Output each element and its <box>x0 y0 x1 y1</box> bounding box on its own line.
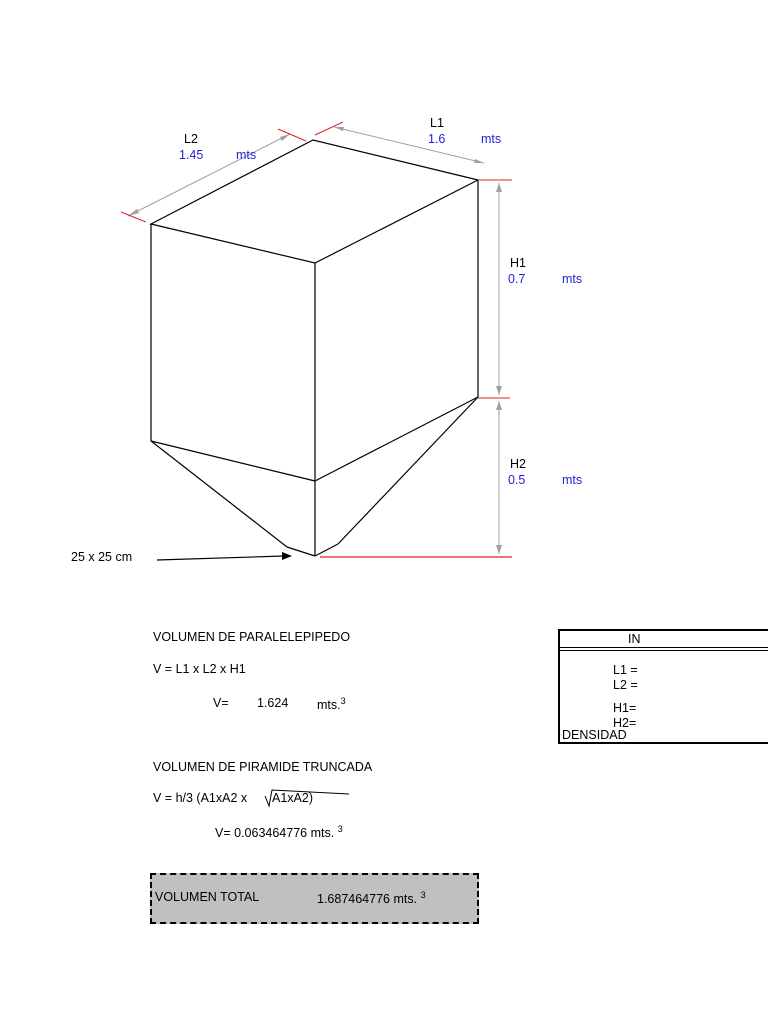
box-outline <box>151 140 478 481</box>
outlet-right <box>315 544 338 556</box>
paralelepipedo-result-value: 1.624 <box>257 696 289 710</box>
h1-value: 0.7 <box>508 272 526 286</box>
h2-label: H2 <box>510 457 526 471</box>
l2-unit: mts <box>236 148 257 162</box>
paralelepipedo-title: VOLUMEN DE PARALELEPIPEDO <box>153 630 351 644</box>
box-bottom-right-edge <box>315 397 478 481</box>
input-h1-label: H1= <box>613 701 637 715</box>
pyramid-right-edge <box>338 397 478 544</box>
piramide-formula: V = h/3 (A1xA2 x <box>153 791 248 805</box>
pyramid-left-edge <box>151 441 287 547</box>
l2-dimension <box>121 129 306 222</box>
inputs-header: IN <box>628 632 641 646</box>
outlet-arrow <box>157 552 292 560</box>
h2-value: 0.5 <box>508 473 526 487</box>
h1-dimension <box>478 180 512 398</box>
l2-value: 1.45 <box>179 148 204 162</box>
box-bottom-left-edge <box>151 441 315 481</box>
h2-unit: mts <box>562 473 583 487</box>
h2-dimension <box>320 401 512 557</box>
h1-label: H1 <box>510 256 526 270</box>
paralelepipedo-unit: mts.$^3$ <box>317 696 346 713</box>
total-volume-box <box>150 873 479 924</box>
h1-unit: mts <box>562 272 583 286</box>
inputs-header-rule-2 <box>560 650 768 651</box>
piramide-formula-root: A1xA2) <box>272 791 313 805</box>
paralelepipedo-formula: V = L1 x L2 x H1 <box>153 662 246 676</box>
inputs-header-rule-1 <box>560 647 768 648</box>
input-l1-label: L1 = <box>613 663 638 677</box>
input-l2-label: L2 = <box>613 678 638 692</box>
paralelepipedo-result-label: V= <box>213 696 229 710</box>
l2-label: L2 <box>184 132 198 146</box>
inputs-table <box>558 629 768 744</box>
outlet-size-label: 25 x 25 cm <box>71 550 133 564</box>
l1-label: L1 <box>430 116 444 130</box>
l1-value: 1.6 <box>428 132 446 146</box>
input-densidad-label: DENSIDAD <box>562 728 627 742</box>
l1-dimension <box>315 122 484 163</box>
total-label: VOLUMEN TOTAL <box>155 890 260 904</box>
total-value: 1.687464776 mts. $^3$ <box>317 890 426 907</box>
piramide-result: V= 0.063464776 mts. $^3$ <box>215 824 343 841</box>
input-h2-label: H2= <box>613 716 637 730</box>
outlet-left <box>287 547 315 556</box>
l1-unit: mts <box>481 132 502 146</box>
piramide-title: VOLUMEN DE PIRAMIDE TRUNCADA <box>153 760 373 774</box>
